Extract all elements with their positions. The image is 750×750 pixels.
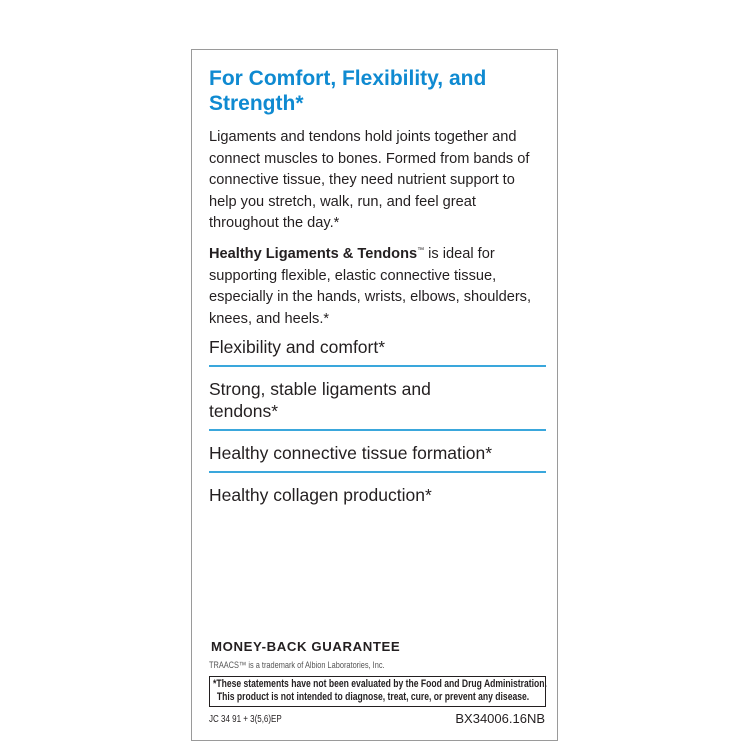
disclaimer-line-2: This product is not intended to diagnose, treat, cure, or prevent any disease.: [216, 691, 530, 703]
description-paragraph: [209, 240, 545, 330]
product-name: Healthy Ligaments & Tendons: [209, 246, 418, 262]
trademark-note: TRAACS™ is a trademark of Albion Laboratories, Inc.: [209, 660, 385, 670]
product-code: BX34006.16NB: [455, 711, 545, 726]
benefit-item: Strong, stable ligaments and tendons*: [209, 379, 431, 421]
benefits-list: [209, 336, 546, 524]
intro-paragraph: Ligaments and tendons hold joints together and connect muscles to bones. Formed from bands of connective tissue, they need nutrient support to help you stretch, walk, run, and feel great throughout the day.*: [209, 129, 530, 231]
money-back-guarantee: MONEY-BACK GUARANTEE: [211, 639, 401, 654]
disclaimer-line-1: *These statements have not been evaluated by the Food and Drug Administration.: [213, 678, 547, 690]
description-text: is ideal for supporting flexible, elastic connective tissue, especially in the hands, wrists, elbows, shoulders, knees, and heels.*: [209, 246, 532, 327]
label-panel: [191, 49, 558, 741]
benefit-item: Flexibility and comfort*: [209, 336, 546, 367]
trademark-symbol: ™: [417, 247, 425, 254]
headline: For Comfort, Flexibility, and Strength*: [209, 67, 487, 115]
fda-disclaimer-box: [209, 676, 546, 707]
lot-code: JC 34 91 + 3(5,6)EP: [209, 714, 282, 725]
benefit-item: Healthy connective tissue formation*: [209, 442, 546, 473]
benefit-item: Healthy collagen production*: [209, 485, 432, 505]
benefit-divider: [209, 429, 546, 431]
